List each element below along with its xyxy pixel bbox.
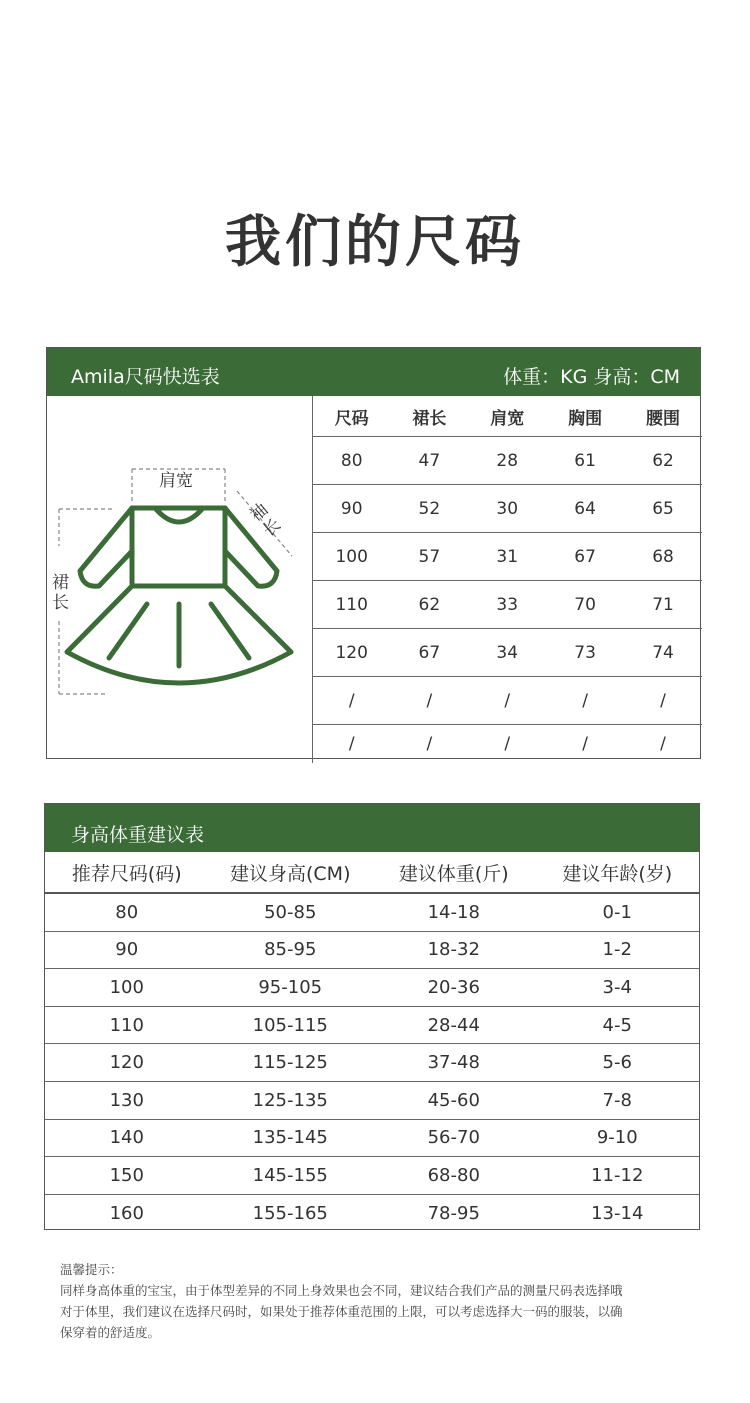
size-chart-title: Amila尺码快选表	[71, 366, 220, 388]
dress-illustration	[47, 396, 312, 760]
table-cell: 80	[313, 437, 391, 485]
table-cell: 5-6	[536, 1044, 700, 1082]
table-cell: 115-125	[209, 1044, 373, 1082]
table-cell: 90	[313, 485, 391, 533]
column-header: 腰围	[646, 408, 681, 429]
column-header: 建议年龄(岁)	[562, 862, 673, 885]
column-header: 裙长	[412, 408, 447, 429]
recommendation-chart	[44, 803, 700, 1230]
table-cell: 34	[468, 629, 546, 677]
size-table-header-row	[313, 396, 703, 437]
sleeve-length-label: 袖长	[246, 499, 285, 542]
table-cell: 140	[45, 1119, 209, 1157]
table-cell: 20-36	[372, 969, 536, 1007]
recommendation-table	[45, 852, 699, 1231]
table-cell: 150	[45, 1157, 209, 1195]
table-cell: 13-14	[536, 1194, 700, 1231]
table-cell: /	[546, 677, 624, 725]
table-cell: 30	[468, 485, 546, 533]
table-cell: 67	[390, 629, 468, 677]
table-cell: /	[390, 725, 468, 764]
column-header: 肩宽	[490, 408, 525, 429]
table-cell: /	[313, 677, 391, 725]
table-cell: 78-95	[372, 1194, 536, 1231]
table-cell: 125-135	[209, 1081, 373, 1119]
table-cell: /	[468, 677, 546, 725]
table-cell: 67	[546, 533, 624, 581]
table-cell: 90	[45, 931, 209, 969]
table-cell: 155-165	[209, 1194, 373, 1231]
table-cell: 4-5	[536, 1006, 700, 1044]
page-title: 我们的尺码	[225, 210, 525, 275]
tips-section	[60, 1259, 700, 1343]
table-row	[45, 1081, 699, 1119]
table-cell: 28	[468, 437, 546, 485]
table-cell: 130	[45, 1081, 209, 1119]
table-cell: /	[468, 725, 546, 764]
table-cell: 85-95	[209, 931, 373, 969]
table-cell: 68	[624, 533, 702, 581]
table-cell: /	[390, 677, 468, 725]
table-cell: 3-4	[536, 969, 700, 1007]
table-cell: 52	[390, 485, 468, 533]
skirt-length-label: 裙长	[52, 573, 69, 613]
table-cell: 120	[45, 1044, 209, 1082]
table-cell: 95-105	[209, 969, 373, 1007]
recommendation-header	[45, 804, 699, 852]
table-cell: 100	[45, 969, 209, 1007]
column-header: 胸围	[568, 408, 603, 429]
tips-heading: 温馨提示：	[60, 1262, 123, 1277]
table-cell: 45-60	[372, 1081, 536, 1119]
table-cell: 110	[45, 1006, 209, 1044]
column-header: 建议身高(CM)	[230, 862, 351, 885]
table-cell: 70	[546, 581, 624, 629]
tips-line: 保穿着的舒适度。	[60, 1325, 161, 1340]
table-row	[45, 1194, 699, 1231]
table-cell: 61	[546, 437, 624, 485]
tips-line: 对于体里，我们建议在选择尺码时，如果处于推荐体重范围的上限，可以考虑选择大一码的服装，以确	[60, 1304, 623, 1319]
table-cell: 31	[468, 533, 546, 581]
table-cell: 105-115	[209, 1006, 373, 1044]
table-cell: 56-70	[372, 1119, 536, 1157]
table-cell: 50-85	[209, 893, 373, 931]
table-row	[313, 485, 703, 533]
table-cell: 135-145	[209, 1119, 373, 1157]
table-cell: /	[313, 725, 391, 764]
table-cell: 110	[313, 581, 391, 629]
table-cell: 9-10	[536, 1119, 700, 1157]
recommendation-header-row	[45, 852, 699, 893]
table-cell: 28-44	[372, 1006, 536, 1044]
table-cell: 18-32	[372, 931, 536, 969]
table-row	[45, 1157, 699, 1195]
table-cell: 145-155	[209, 1157, 373, 1195]
shoulder-label: 肩宽	[159, 471, 193, 491]
table-cell: /	[624, 725, 702, 764]
table-row	[45, 893, 699, 931]
column-header: 建议体重(斤)	[398, 862, 509, 885]
table-cell: 80	[45, 893, 209, 931]
table-cell: 62	[390, 581, 468, 629]
table-cell: 65	[624, 485, 702, 533]
table-cell: 100	[313, 533, 391, 581]
column-header: 尺码	[313, 396, 391, 437]
table-row	[313, 437, 703, 485]
size-chart	[46, 347, 701, 759]
table-cell: /	[546, 725, 624, 764]
table-cell: 73	[546, 629, 624, 677]
size-table	[312, 396, 702, 763]
table-cell: 33	[468, 581, 546, 629]
table-row	[45, 1006, 699, 1044]
table-cell: 57	[390, 533, 468, 581]
table-row	[313, 629, 703, 677]
table-cell: 74	[624, 629, 702, 677]
table-cell: 47	[390, 437, 468, 485]
table-row	[313, 725, 703, 764]
column-header: 推荐尺码(码)	[71, 862, 182, 885]
table-row	[313, 581, 703, 629]
table-row	[45, 969, 699, 1007]
table-cell: 71	[624, 581, 702, 629]
table-cell: 1-2	[536, 931, 700, 969]
table-row	[45, 1044, 699, 1082]
table-cell: 0-1	[536, 893, 700, 931]
table-row	[313, 677, 703, 725]
table-row	[45, 1119, 699, 1157]
table-cell: 64	[546, 485, 624, 533]
table-cell: 7-8	[536, 1081, 700, 1119]
table-cell: 160	[45, 1194, 209, 1231]
table-cell: 37-48	[372, 1044, 536, 1082]
table-cell: 68-80	[372, 1157, 536, 1195]
table-cell: 120	[313, 629, 391, 677]
table-cell: 11-12	[536, 1157, 700, 1195]
dress-outline-icon	[47, 396, 312, 760]
table-cell: /	[624, 677, 702, 725]
recommendation-title: 身高体重建议表	[71, 824, 205, 846]
size-chart-units: 体重：KG 身高：CM	[503, 366, 680, 388]
tips-line: 同样身高体重的宝宝，由于体型差异的不同上身效果也会不同，建议结合我们产品的测量尺码表选择哦	[60, 1283, 623, 1298]
table-cell: 14-18	[372, 893, 536, 931]
table-cell: 62	[624, 437, 702, 485]
table-row	[45, 931, 699, 969]
size-chart-header	[47, 348, 700, 396]
table-row	[313, 533, 703, 581]
